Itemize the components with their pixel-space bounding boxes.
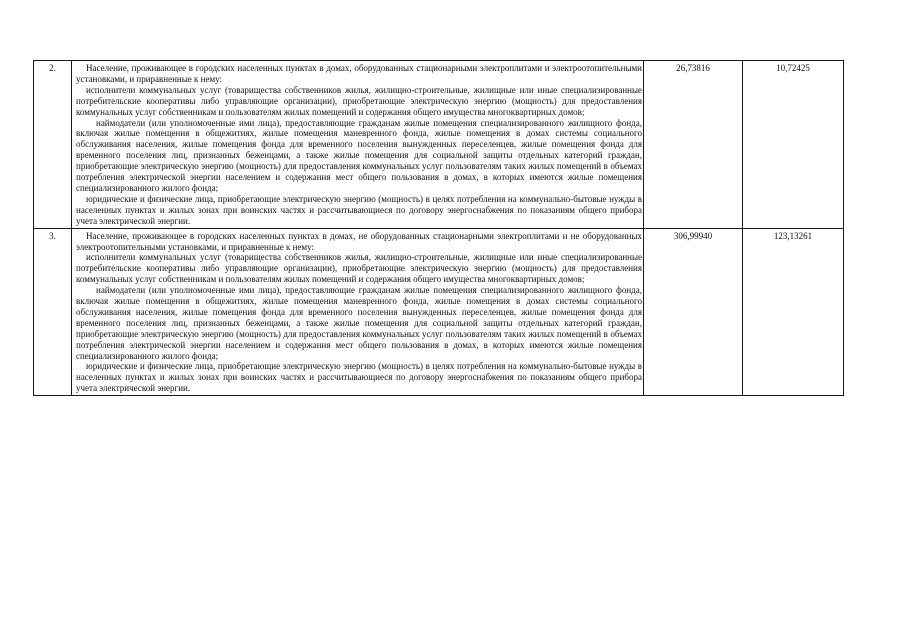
paragraph: Население, проживающее в городских населенных пунктах в домах, оборудованных стационарными электроплитами и электроотопительными установками, и приравненные к нему:: [76, 63, 642, 84]
paragraph: юридические и физические лица, приобретающие электрическую энергию (мощность) в целях потребления на коммунально-бытовые нужды в населенных пунктах и жилых зонах при воинских частях и рассчитывающиеся по договору энергоснабжения по показаниям общего прибора учета электрической энергии.: [76, 193, 642, 226]
row-description: [72, 61, 644, 229]
paragraph: наймодатели (или уполномоченные ими лица), предоставляющие гражданам жилые помещения специализированного жилищного фонда, включая жилые помещения в общежитиях, жилые помещения маневренного фонда, жилые помещения в домах системы социального обслуживания населения, жилые помещения фонда для временного поселения вынужденных переселенцев, жилые помещения фонда для временного поселения лиц, признанных беженцами, а также жилые помещения для социальной защиты отдельных категорий граждан, приобретающие электрическую энергию (мощность) для предоставления коммунальных услуг пользователям таких жилых помещений в объемах потребления электрической энергии населением и содержания мест общего пользования в домах, в которых имеются жилые помещения специализированного жилого фонда;: [76, 117, 642, 193]
tariff-table: [33, 60, 844, 396]
paragraph: юридические и физические лица, приобретающие электрическую энергию (мощность) в целях потребления на коммунально-бытовые нужды в населенных пунктах и жилых зонах при воинских частях и рассчитывающиеся по договору энергоснабжения по показаниям общего прибора учета электрической энергии.: [76, 361, 642, 394]
row-description: [72, 228, 644, 396]
table-row: [34, 61, 844, 229]
paragraph: наймодатели (или уполномоченные ими лица), предоставляющие гражданам жилые помещения специализированного жилищного фонда, включая жилые помещения в общежитиях, жилые помещения маневренного фонда, жилые помещения в домах системы социального обслуживания населения, жилые помещения фонда для временного поселения вынужденных переселенцев, жилые помещения фонда для временного поселения лиц, признанных беженцами, а также жилые помещения для социальной защиты отдельных категорий граждан, приобретающие электрическую энергию (мощность) для предоставления коммунальных услуг пользователям таких жилых помещений в объемах потребления электрической энергии населением и содержания мест общего пользования в домах, в которых имеются жилые помещения специализированного жилого фонда;: [76, 285, 642, 361]
tariff-value-2: 10,72425: [743, 61, 844, 229]
paragraph: исполнители коммунальных услуг (товарищества собственников жилья, жилищно-строительные, жилищные или иные специализированные потребительские кооперативы либо управляющие организации), приобретающие электрическую энергию (мощность) для предоставления коммунальных услуг собственникам и пользователям жилых помещений и содержания общего имущества многоквартирных домов;: [76, 252, 642, 285]
tariff-value-1: 306,99940: [644, 228, 743, 396]
row-number: 3.: [34, 228, 72, 396]
paragraph: Население, проживающее в городских населенных пунктах в домах, не оборудованных стационарными электроплитами и не оборудованных электроотопительными установками, и приравненные к нему:: [76, 230, 642, 252]
tariff-value-1: 26,73816: [644, 61, 743, 229]
paragraph: исполнители коммунальных услуг (товарищества собственников жилья, жилищно-строительные, жилищные или иные специализированные потребительские кооперативы либо управляющие организации), приобретающие электрическую энергию (мощность) для предоставления коммунальных услуг собственникам и пользователям жилых помещений и содержания общего имущества многоквартирных домов;: [76, 84, 642, 117]
tariff-value-2: 123,13261: [743, 228, 844, 396]
table-row: [34, 228, 844, 396]
row-number: 2.: [34, 61, 72, 229]
